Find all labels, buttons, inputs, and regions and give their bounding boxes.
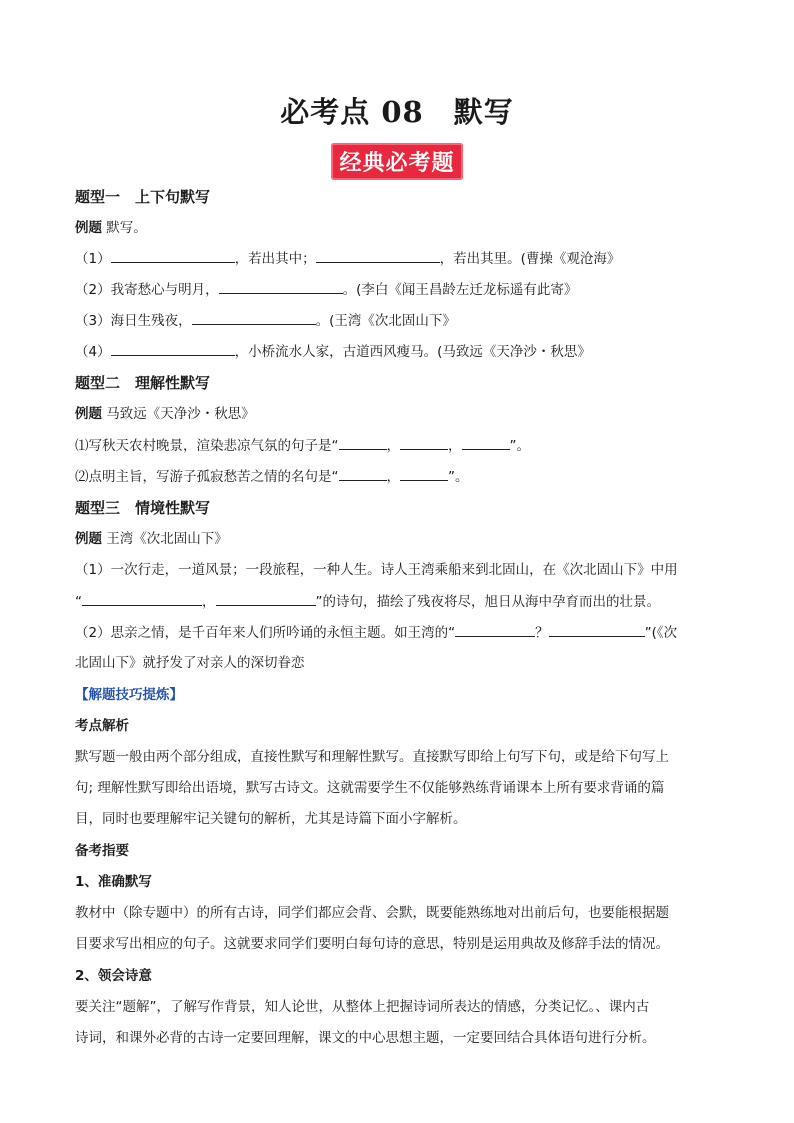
section2-q2 [75, 467, 728, 486]
section1-q4 [75, 342, 728, 361]
section3-heading: 题型三 情境性默写 [75, 499, 211, 517]
q-number: （3） [75, 313, 111, 329]
answer-blank[interactable] [316, 249, 440, 263]
answer-blank[interactable] [400, 436, 448, 450]
answer-blank[interactable] [111, 342, 235, 356]
point2-line: 要关注“题解”，了解写作背景，知人论世，从整体上把握诗词所表达的情感，分类记忆。、课内古 [75, 999, 650, 1015]
q-number: （1） [75, 251, 111, 267]
example-label: 例题 [75, 531, 102, 547]
section3-example [75, 530, 728, 548]
classic-question-badge: 经典必考题 [331, 143, 462, 180]
section3-q1-line1: （1）一次行走，一道风景；一段旅程，一种人生。诗人王湾乘船来到北固山，在《次北固山下》中用 [75, 562, 678, 578]
answer-blank[interactable] [462, 436, 510, 450]
section2-heading: 题型二 理解性默写 [75, 374, 211, 392]
page-title: 必考点 08 默写 [280, 95, 514, 129]
badge-container [0, 143, 794, 180]
example-text: 王湾《次北固山下》 [106, 531, 228, 547]
q-text: 我寄愁心与明月， [110, 282, 219, 298]
q-text: ，小桥流水人家，古道西风瘦马。(马致远《天净沙・秋思》 [234, 344, 591, 360]
section1-q3 [75, 311, 728, 330]
q-text: ⑵点明主旨，写游子孤寂愁苦之情的名句是“ [75, 469, 339, 485]
q-text: ”的诗句，描绘了残夜将尽，旭日从海中孕育而出的壮景。 [315, 594, 660, 610]
section3-q2-line1 [75, 623, 728, 642]
analysis-line: 默写题一般由两个部分组成，直接性默写和理解性默写。直接默写即给上句写下句，或是给下句写上 [75, 749, 669, 765]
answer-blank[interactable] [216, 592, 316, 606]
analysis-heading: 考点解析 [75, 718, 129, 734]
answer-blank[interactable] [192, 311, 316, 325]
section1-q1 [75, 249, 728, 268]
q-text: ”(《次 [644, 625, 678, 641]
q-text: （2）思亲之情，是千百年来人们所吟诵的永恒主题。如王湾的“ [75, 625, 456, 641]
section1-heading: 题型一 上下句默写 [75, 188, 211, 206]
answer-blank[interactable] [339, 436, 387, 450]
analysis-line: 目，同时也要理解牢记关键句的解析，尤其是诗篇下面小字解析。 [75, 811, 467, 827]
q-text: ？ [535, 625, 549, 641]
analysis-line: 句; 理解性默写即给出语境，默写古诗文。这就需要学生不仅能够熟练背诵课本上所有要求背诵的篇 [75, 780, 665, 796]
section2-q1 [75, 436, 728, 455]
guide-heading: 备考指要 [75, 843, 129, 859]
q-text: ， [386, 469, 400, 485]
q-text: ， [448, 438, 462, 454]
q-text: ”。 [509, 438, 530, 454]
q-text: 海日生残夜， [110, 313, 192, 329]
example-label: 例题 [75, 220, 102, 236]
point1-heading: 1、准确默写 [75, 874, 152, 890]
point2-line: 诗词，和课外必背的古诗一定要回理解，课文的中心思想主题，一定要回结合具体语句进行分析。 [75, 1030, 656, 1046]
q-text: ，若出其里。(曹操《观沧海》 [439, 251, 621, 267]
q-text: 。(李白《闻王昌龄左迁龙标遥有此寄》 [342, 282, 578, 298]
answer-blank[interactable] [219, 280, 343, 294]
q-number: （4） [75, 344, 111, 360]
q-text: ， [386, 438, 400, 454]
example-label: 例题 [75, 406, 102, 422]
section3-q2-line2: 北固山下》就抒发了对亲人的深切眷恋 [75, 655, 305, 671]
q-text: 。(王湾《次北固山下》 [315, 313, 456, 329]
q-text: ，若出其中； [234, 251, 316, 267]
section1-q2 [75, 280, 728, 299]
point2-heading: 2、领会诗意 [75, 968, 152, 984]
answer-blank[interactable] [339, 467, 387, 481]
section3-q1-line2 [75, 592, 728, 611]
example-text: 马致远《天净沙・秋思》 [106, 406, 255, 422]
q-number: （2） [75, 282, 111, 298]
tips-heading: 【解题技巧提炼】 [75, 687, 183, 703]
example-text: 默写。 [106, 220, 147, 236]
answer-blank[interactable] [455, 623, 535, 637]
q-text: “ [75, 594, 82, 610]
q-text: ， [202, 594, 216, 610]
q-text: ”。 [448, 469, 469, 485]
answer-blank[interactable] [549, 623, 645, 637]
answer-blank[interactable] [82, 592, 202, 606]
point1-line: 教材中（除专题中）的所有古诗，同学们都应会背、会默，既要能熟练地对出前后句，也要能根据题 [75, 905, 669, 921]
answer-blank[interactable] [111, 249, 235, 263]
section2-example [75, 405, 728, 423]
q-text: ⑴写秋天农村晚景，渲染悲凉气氛的句子是“ [75, 438, 339, 454]
section1-example [75, 219, 728, 237]
point1-line: 目要求写出相应的句子。这就要求同学们要明白每句诗的意思，特别是运用典故及修辞手法的情况。 [75, 936, 669, 952]
answer-blank[interactable] [400, 467, 448, 481]
